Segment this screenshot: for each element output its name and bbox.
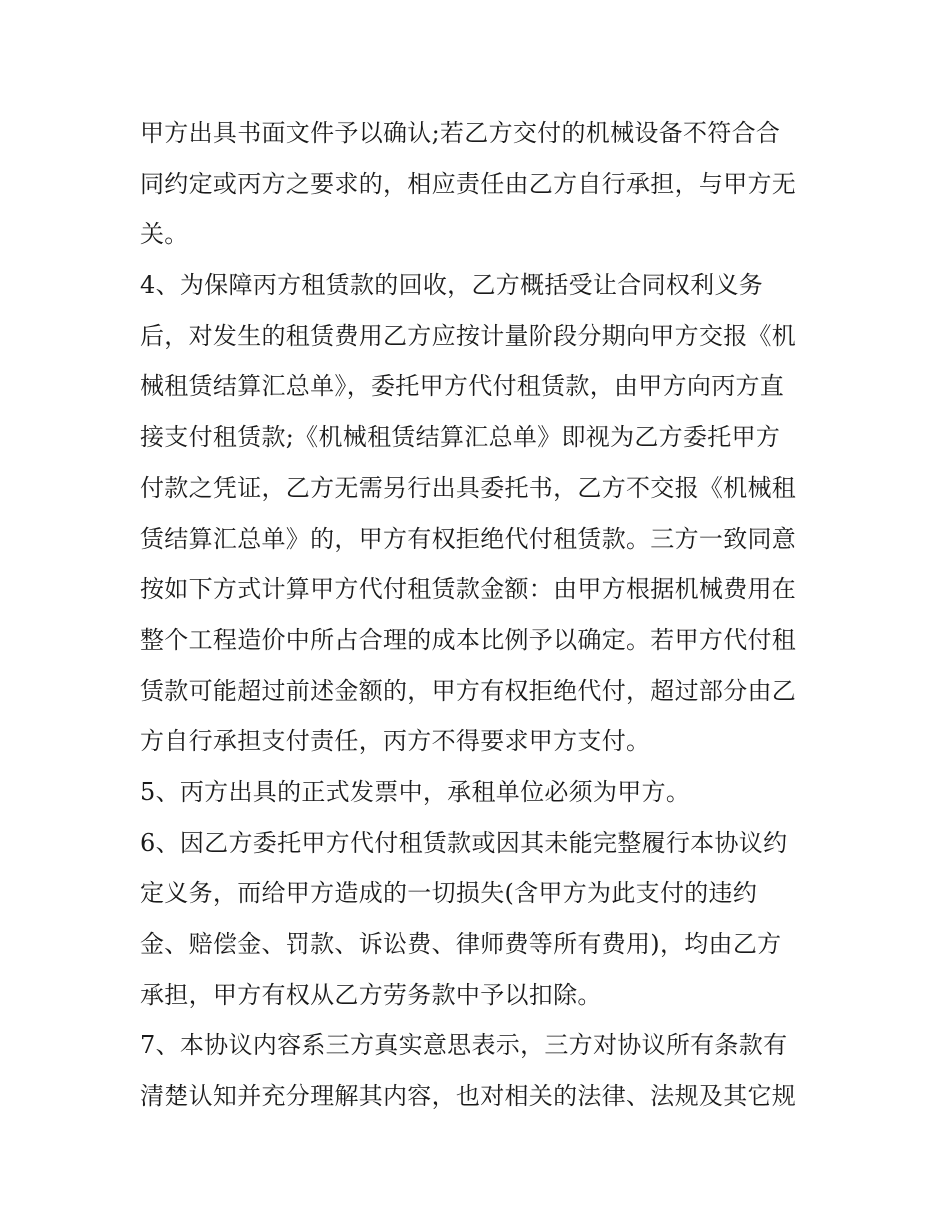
text-line: 赁结算汇总单》的，甲方有权拒绝代付租赁款。三方一致同意 — [140, 524, 797, 553]
text-line: 付款之凭证，乙方无需另行出具委托书，乙方不交报《机械租 — [140, 473, 797, 502]
text-line: 整个工程造价中所占合理的成本比例予以确定。若甲方代付租 — [140, 625, 797, 654]
clause-6-line: 6、因乙方委托甲方代付租赁款或因其未能完整履行本协议约 — [140, 828, 788, 857]
text-line: 承担，甲方有权从乙方劳务款中予以扣除。 — [140, 980, 602, 1009]
document-body — [140, 108, 820, 1122]
text-line: 清楚认知并充分理解其内容，也对相关的法律、法规及其它规 — [140, 1082, 797, 1111]
text-line: 关。 — [140, 220, 189, 249]
text-line: 定义务，而给甲方造成的一切损失(含甲方为此支付的违约 — [140, 879, 758, 908]
text-line: 甲方出具书面文件予以确认;若乙方交付的机械设备不符合合 — [140, 119, 781, 147]
clause-4-line: 4、为保障丙方租赁款的回收，乙方概括受让合同权利义务 — [140, 271, 764, 300]
text-line: 后，对发生的租赁费用乙方应按计量阶段分期向甲方交报《机 — [140, 321, 797, 350]
text-line: 同约定或丙方之要求的，相应责任由乙方自行承担，与甲方无 — [140, 169, 797, 198]
text-line: 方自行承担支付责任，丙方不得要求甲方支付。 — [140, 727, 651, 756]
clause-7-line: 7、本协议内容系三方真实意思表示，三方对协议所有条款有 — [140, 1031, 788, 1060]
text-line: 械租赁结算汇总单》，委托甲方代付租赁款，由甲方向丙方直 — [140, 372, 785, 401]
text-line: 赁款可能超过前述金额的，甲方有权拒绝代付，超过部分由乙 — [140, 676, 797, 705]
text-line: 按如下方式计算甲方代付租赁款金额：由甲方根据机械费用在 — [140, 575, 797, 604]
text-line: 接支付租赁款;《机械租赁结算汇总单》即视为乙方委托甲方 — [140, 423, 781, 452]
clause-5-line: 5、丙方出具的正式发票中，承租单位必须为甲方。 — [140, 777, 691, 806]
text-line: 金、赔偿金、罚款、诉讼费、律师费等所有费用)，均由乙方 — [140, 930, 782, 958]
